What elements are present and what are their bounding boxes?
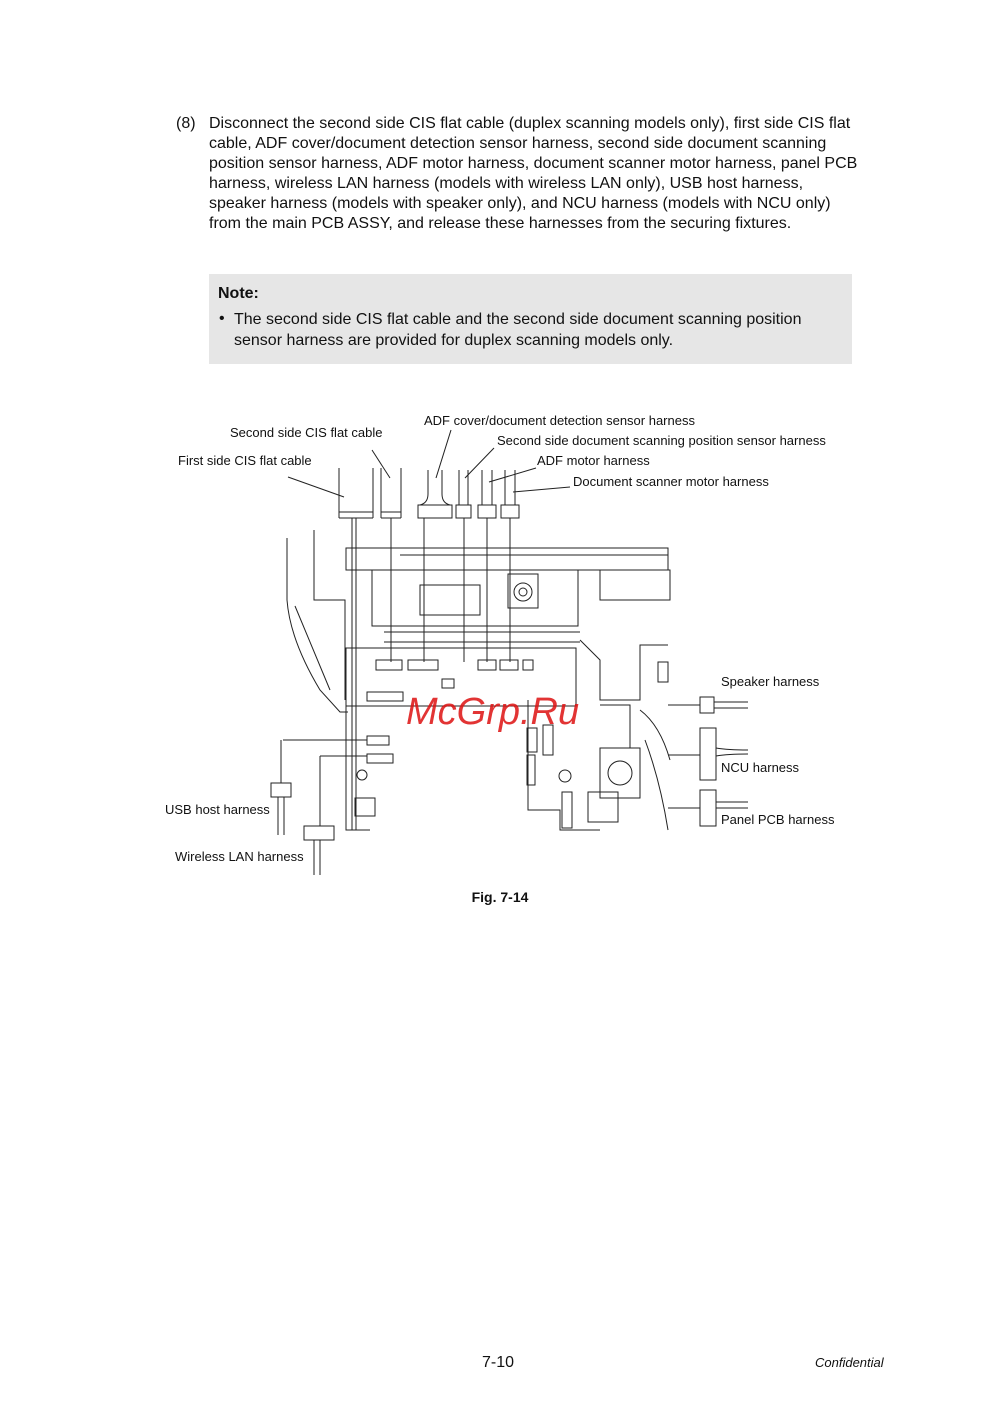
label-usb-host-harness: USB host harness [165, 802, 270, 817]
chassis-frame [287, 530, 670, 830]
label-second-side-scan-sensor-harness: Second side document scanning position sensor harness [497, 433, 826, 448]
note-text: The second side CIS flat cable and the second side document scanning position sensor harness are provided for duplex scanning models only. [234, 311, 802, 349]
note-box [209, 274, 852, 364]
confidential-mark: Confidential [815, 1355, 884, 1370]
label-ncu-harness: NCU harness [721, 760, 800, 775]
label-first-side-cis-cable: First side CIS flat cable [178, 453, 312, 468]
label-document-scanner-motor-harness: Document scanner motor harness [573, 474, 769, 489]
page-number: 7-10 [482, 1354, 515, 1371]
label-second-side-cis-cable: Second side CIS flat cable [230, 425, 383, 440]
label-adf-cover-harness: ADF cover/document detection sensor harness [424, 413, 695, 428]
step-number: (8) [176, 115, 196, 132]
figure-caption: Fig. 7-14 [471, 889, 529, 905]
label-panel-pcb-harness: Panel PCB harness [721, 812, 835, 827]
top-connectors [339, 468, 519, 518]
note-bullet: • [219, 310, 225, 327]
cable-runs [352, 518, 510, 830]
step-text: Disconnect the second side CIS flat cable (duplex scanning models only), first side CIS flat cable, ADF cover/document detection sensor harness, second side document scanning position sensor harness, ADF motor harness, document scanner motor harness, panel PCB harness, wireless LAN harness (models with wireless LAN only), USB host harness, speaker harness (models with speaker only), and NCU harness (models with NCU only) from the main PCB ASSY, and release these harnesses from the securing fixtures. [209, 115, 858, 232]
harness-diagram [0, 400, 1000, 890]
watermark: McGrp.Ru [406, 691, 580, 733]
label-speaker-harness: Speaker harness [721, 674, 820, 689]
label-adf-motor-harness: ADF motor harness [537, 453, 650, 468]
label-wireless-lan-harness: Wireless LAN harness [175, 849, 304, 864]
board-connectors [355, 660, 533, 816]
note-title: Note: [218, 285, 259, 302]
